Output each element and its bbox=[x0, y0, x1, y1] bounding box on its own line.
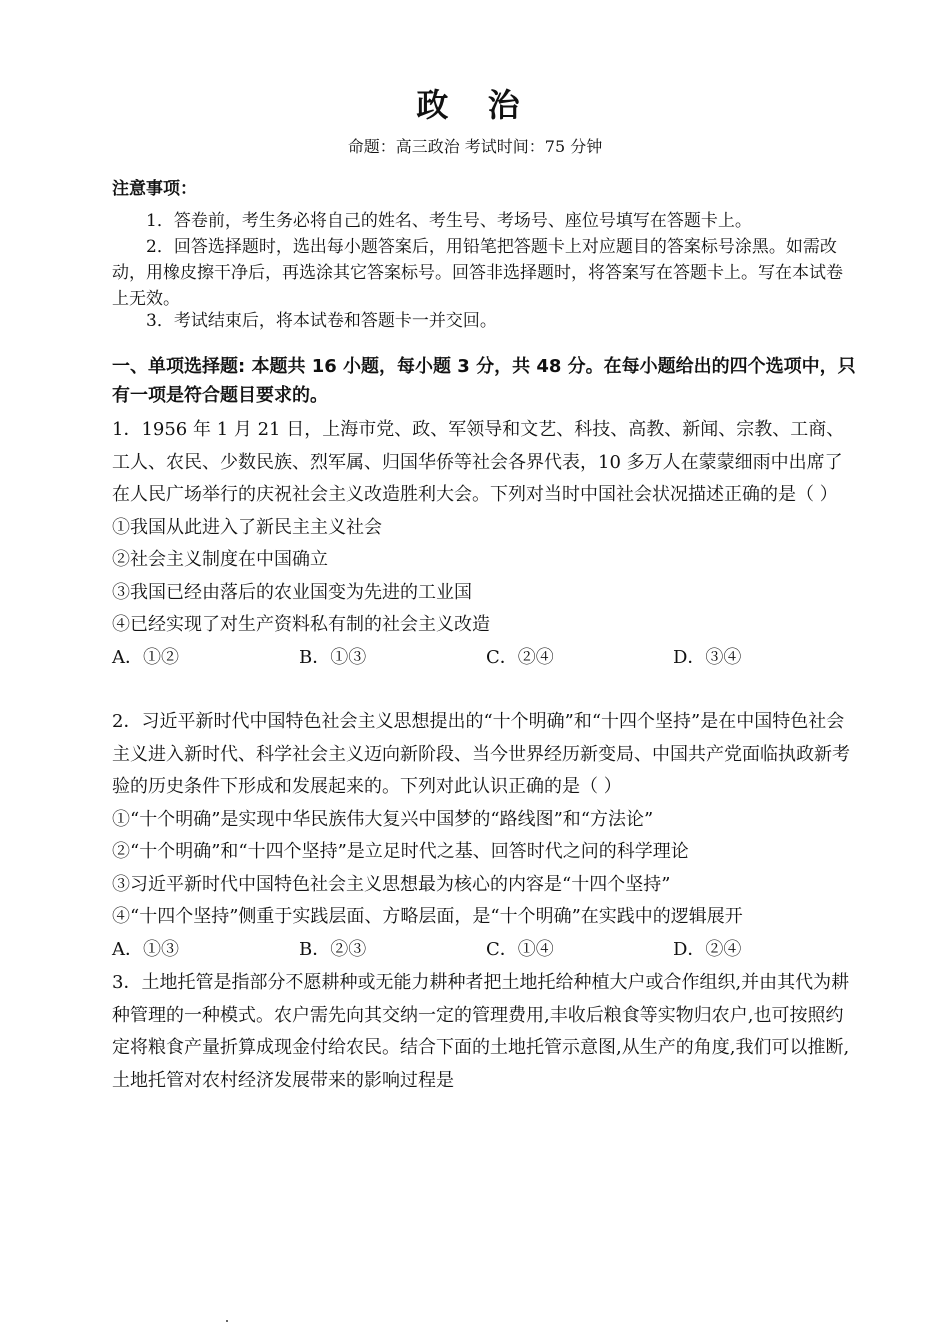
option-d: D．②④ bbox=[673, 938, 742, 960]
question-stem: 1．1956 年 1 月 21 日，上海市党、政、军领导和文艺、科技、高教、新闻、宗教、工商、工人、农民、少数民族、烈军属、归国华侨等社会各界代表，10 多万人在蒙蒙细雨中出席了在人民广场举行的庆祝社会主义改造胜利大会。下列对当时中国社会状况描述正确的是（ ） bbox=[112, 419, 845, 505]
option-c: C．②④ bbox=[486, 646, 554, 668]
scan-dot bbox=[226, 1320, 228, 1322]
statement-4: ④“十四个坚持”侧重于实践层面、方略层面，是“十个明确”在实践中的逻辑展开 bbox=[112, 906, 743, 927]
notice-item-3: 3．考试结束后，将本试卷和答题卡一并交回。 bbox=[146, 311, 497, 331]
option-c: C．①④ bbox=[486, 938, 554, 960]
statement-2: ②“十个明确”和“十四个坚持”是立足时代之基、回答时代之问的科学理论 bbox=[112, 841, 689, 862]
answer-options bbox=[112, 642, 860, 675]
notice-item-2: 2．回答选择题时，选出每小题答案后，用铅笔把答题卡上对应题目的答案标号涂黑。如需改动，用橡皮擦干净后，再选涂其它答案标号。回答非选择题时，将答案写在答题卡上。写在本试卷上无效。 bbox=[112, 237, 843, 309]
answer-options bbox=[112, 934, 860, 967]
option-b: B．①③ bbox=[299, 646, 367, 668]
question-stem: 2．习近平新时代中国特色社会主义思想提出的“十个明确”和“十四个坚持”是在中国特色社会主义进入新时代、科学社会主义迈向新阶段、当今世界经历新变局、中国共产党面临执政新考验的历史条件下形成和发展起来的。下列对此认识正确的是（ ） bbox=[112, 711, 850, 797]
section-heading: 一、单项选择题: 本题共 16 小题，每小题 3 分，共 48 分。在每小题给出的四个选项中，只有一项是符合题目要求的。 bbox=[112, 356, 856, 406]
option-a: A．①③ bbox=[112, 938, 179, 960]
statement-3: ③我国已经由落后的农业国变为先进的工业国 bbox=[112, 581, 472, 603]
statement-4: ④已经实现了对生产资料私有制的社会主义改造 bbox=[112, 614, 490, 635]
question-1 bbox=[112, 414, 860, 674]
statement-1: ①“十个明确”是实现中华民族伟大复兴中国梦的“路线图”和“方法论” bbox=[112, 808, 654, 830]
statement-1: ①我国从此进入了新民主主义社会 bbox=[112, 516, 382, 538]
page-title: 政 治 bbox=[416, 86, 534, 124]
notice-heading: 注意事项： bbox=[112, 179, 197, 199]
statement-3: ③习近平新时代中国特色社会主义思想最为核心的内容是“十四个坚持” bbox=[112, 873, 671, 895]
question-2 bbox=[112, 706, 860, 966]
option-a: A．①② bbox=[112, 646, 179, 668]
option-b: B．②③ bbox=[299, 938, 367, 960]
option-d: D．③④ bbox=[673, 646, 742, 668]
statement-2: ②社会主义制度在中国确立 bbox=[112, 549, 328, 570]
question-3 bbox=[112, 967, 860, 1097]
notice-item-1: 1．答卷前，考生务必将自己的姓名、考生号、考场号、座位号填写在答题卡上。 bbox=[146, 211, 752, 231]
exam-info: 命题：高三政治 考试时间：75 分钟 bbox=[347, 137, 603, 156]
question-stem: 3．土地托管是指部分不愿耕种或无能力耕种者把土地托给种植大户或合作组织,并由其代为耕种管理的一种模式。农户需先向其交纳一定的管理费用,丰收后粮食等实物归农户,也可按照约定将粮食产量折算成现金付给农民。结合下面的土地托管示意图,从生产的角度,我们可以推断,土地托管对农村经济发展带来的影响过程是 bbox=[112, 972, 850, 1091]
